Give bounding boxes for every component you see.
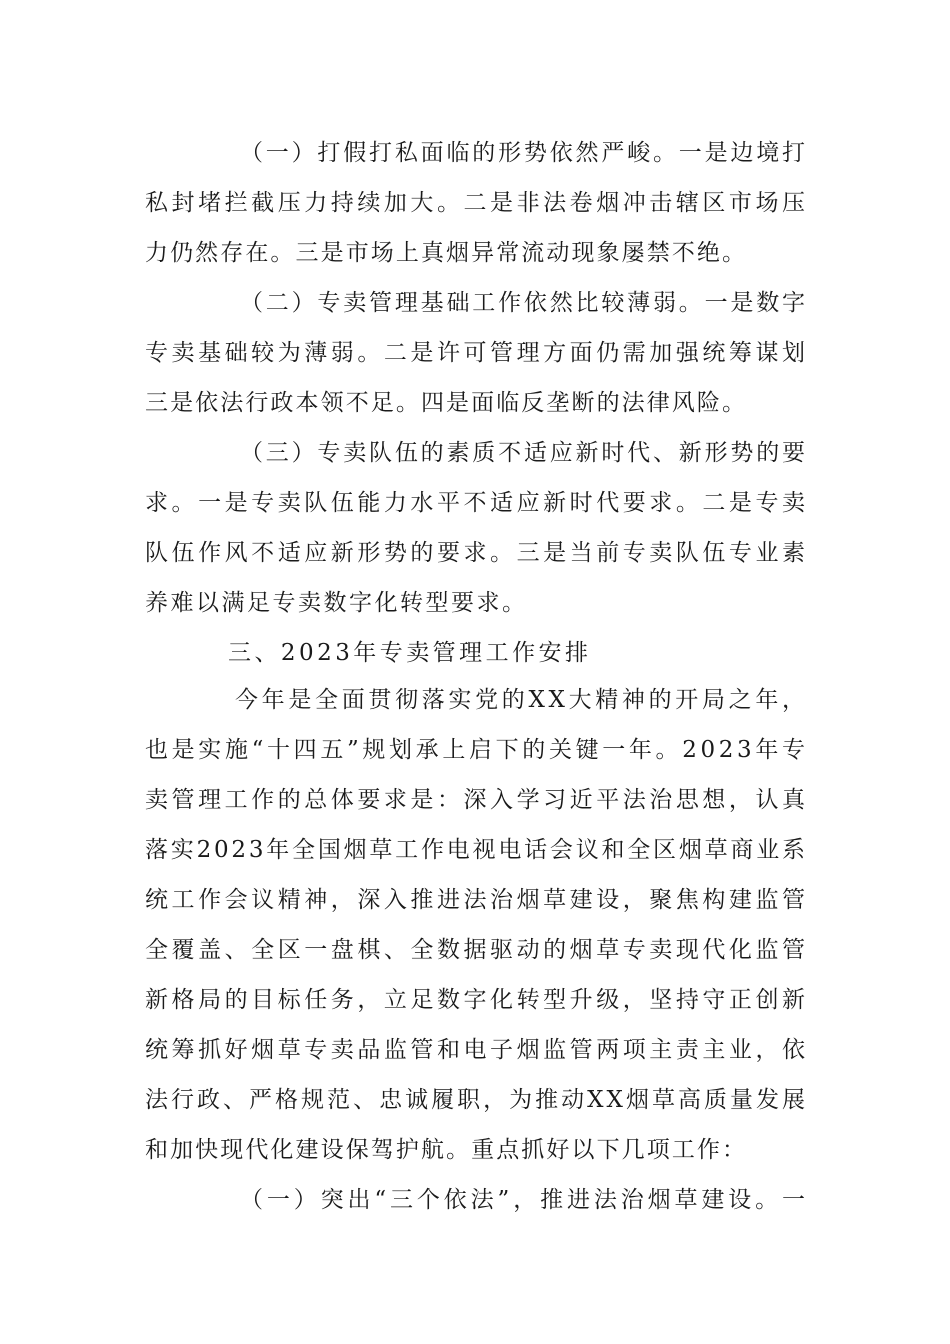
text-line: 私封堵拦截压力持续加大。二是非法卷烟冲击辖区市场压 [145, 190, 809, 216]
text-line: 卖管理工作的总体要求是：深入学习近平法治思想，认真 [145, 787, 809, 813]
text-line: 新格局的目标任务，立足数字化转型升级，坚持守正创新 [145, 987, 809, 1013]
text-line: 队伍作风不适应新形势的要求。三是当前专卖队伍专业素 [145, 540, 809, 566]
text-line: 法行政、严格规范、忠诚履职，为推动XX烟草高质量发展 [145, 1087, 809, 1113]
text-line: （一）打假打私面临的形势依然严峻。一是边境打 [240, 140, 808, 166]
section-heading: 三、2023年专卖管理工作安排 [228, 640, 592, 666]
text-line: 力仍然存在。三是市场上真烟异常流动现象屡禁不绝。 [145, 240, 748, 266]
text-line: （三）专卖队伍的素质不适应新时代、新形势的要 [240, 440, 808, 466]
text-line: 专卖基础较为薄弱。二是许可管理方面仍需加强统筹谋划 [145, 340, 809, 366]
text-line: 也是实施“十四五”规划承上启下的关键一年。2023年专 [145, 737, 809, 763]
text-line: 和加快现代化建设保驾护航。重点抓好以下几项工作： [145, 1137, 748, 1163]
text-line: 统筹抓好烟草专卖品监管和电子烟监管两项主责主业，依 [145, 1037, 809, 1063]
text-line: 三是依法行政本领不足。四是面临反垄断的法律风险。 [145, 390, 748, 416]
text-line: 统工作会议精神，深入推进法治烟草建设，聚焦构建监管 [145, 887, 809, 913]
text-line: 今年是全面贯彻落实党的XX大精神的开局之年， [235, 687, 809, 713]
text-line: （二）专卖管理基础工作依然比较薄弱。一是数字 [240, 290, 808, 316]
text-line: 全覆盖、全区一盘棋、全数据驱动的烟草专卖现代化监管 [145, 937, 809, 963]
text-line: 落实2023年全国烟草工作电视电话会议和全区烟草商业系 [145, 837, 808, 863]
text-line: （一）突出“三个依法”，推进法治烟草建设。一 [240, 1187, 809, 1213]
text-line: 求。一是专卖队伍能力水平不适应新时代要求。二是专卖 [145, 490, 809, 516]
text-line: 养难以满足专卖数字化转型要求。 [145, 590, 528, 616]
